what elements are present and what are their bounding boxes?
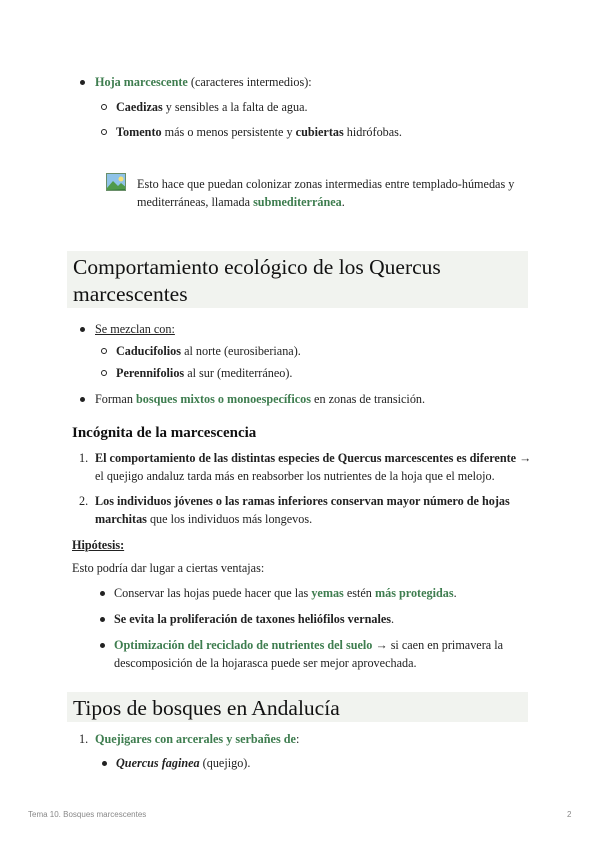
list-item: Caducifolios al norte (eurosiberiana). bbox=[116, 344, 301, 358]
list-number: 2. bbox=[79, 494, 89, 508]
subsection-heading: Incógnita de la marcescencia bbox=[72, 425, 257, 441]
list-item-continued: el quejigo andaluz tarda más en reabsorber los nutrientes de la hoja que el melojo. bbox=[95, 469, 495, 483]
term-link[interactable]: Hoja marcescente bbox=[95, 75, 188, 89]
list-item: Los individuos jóvenes o las ramas inferiores conservan mayor número de hojas bbox=[95, 494, 510, 508]
list-item-continued: marchitas que los individuos más longevos. bbox=[95, 512, 313, 526]
section-heading: Tipos de bosques en Andalucía bbox=[67, 692, 528, 722]
list-item: Quercus faginea (quejigo). bbox=[116, 756, 251, 770]
page-number: 2 bbox=[567, 810, 572, 819]
term-link[interactable]: bosques mixtos o monoespecíficos bbox=[135, 392, 311, 406]
list-number: 1. bbox=[79, 732, 89, 746]
sub-bullet bbox=[101, 370, 107, 376]
paragraph: Esto podría dar lugar a ciertas ventajas: bbox=[72, 561, 265, 575]
sub-bullet bbox=[101, 104, 107, 110]
list-item: El comportamiento de las distintas especies de Quercus marcescentes es diferente → bbox=[95, 451, 532, 465]
term-link[interactable]: submediterránea bbox=[253, 195, 342, 209]
section-heading: Comportamiento ecológico de los Quercus marcescentes bbox=[67, 251, 528, 308]
list-item: Se evita la proliferación de taxones heliófilos vernales. bbox=[114, 612, 395, 626]
bullet bbox=[100, 643, 105, 648]
term-link[interactable]: Optimización del reciclado de nutrientes del suelo bbox=[114, 638, 373, 652]
bullet bbox=[80, 80, 85, 85]
hypothesis-label: Hipótesis: bbox=[72, 538, 125, 552]
sub-bullet bbox=[101, 129, 107, 135]
term-link[interactable]: Quejigares con arcerales y serbañes de bbox=[95, 732, 296, 746]
bullet bbox=[80, 327, 85, 332]
list-number: 1. bbox=[79, 451, 89, 465]
bullet bbox=[100, 617, 105, 622]
bullet bbox=[100, 591, 105, 596]
list-item: Quejigares con arcerales y serbañes de: bbox=[95, 732, 300, 746]
list-item: Se mezclan con: bbox=[95, 322, 175, 336]
bullet bbox=[102, 761, 107, 766]
term-link[interactable]: más protegidas bbox=[374, 586, 454, 600]
list-item: Hoja marcescente (caracteres intermedios): bbox=[95, 75, 312, 89]
list-item-continued: descomposición de la hojarasca puede ser mejor aprovechada. bbox=[114, 656, 417, 670]
landscape-icon bbox=[106, 173, 126, 191]
list-item: Perennifolios al sur (mediterráneo). bbox=[116, 366, 293, 380]
callout-text: Esto hace que puedan colonizar zonas intermedias entre templado-húmedas y bbox=[137, 177, 515, 191]
list-item: Optimización del reciclado de nutrientes del suelo → si caen en primavera la bbox=[114, 638, 504, 652]
sub-bullet bbox=[101, 348, 107, 354]
bullet bbox=[80, 397, 85, 402]
list-item: Forman bosques mixtos o monoespecíficos en zonas de transición. bbox=[95, 392, 426, 406]
list-item: Conservar las hojas puede hacer que las yemas estén más protegidas. bbox=[114, 586, 457, 600]
term-link[interactable]: yemas bbox=[311, 586, 344, 600]
footer-title: Tema 10. Bosques marcescentes bbox=[28, 810, 147, 819]
list-item: Caedizas y sensibles a la falta de agua. bbox=[116, 100, 308, 114]
list-item: Tomento más o menos persistente y cubiertas hidrófobas. bbox=[116, 125, 402, 139]
callout-text: mediterráneas, llamada submediterránea. bbox=[137, 195, 345, 209]
